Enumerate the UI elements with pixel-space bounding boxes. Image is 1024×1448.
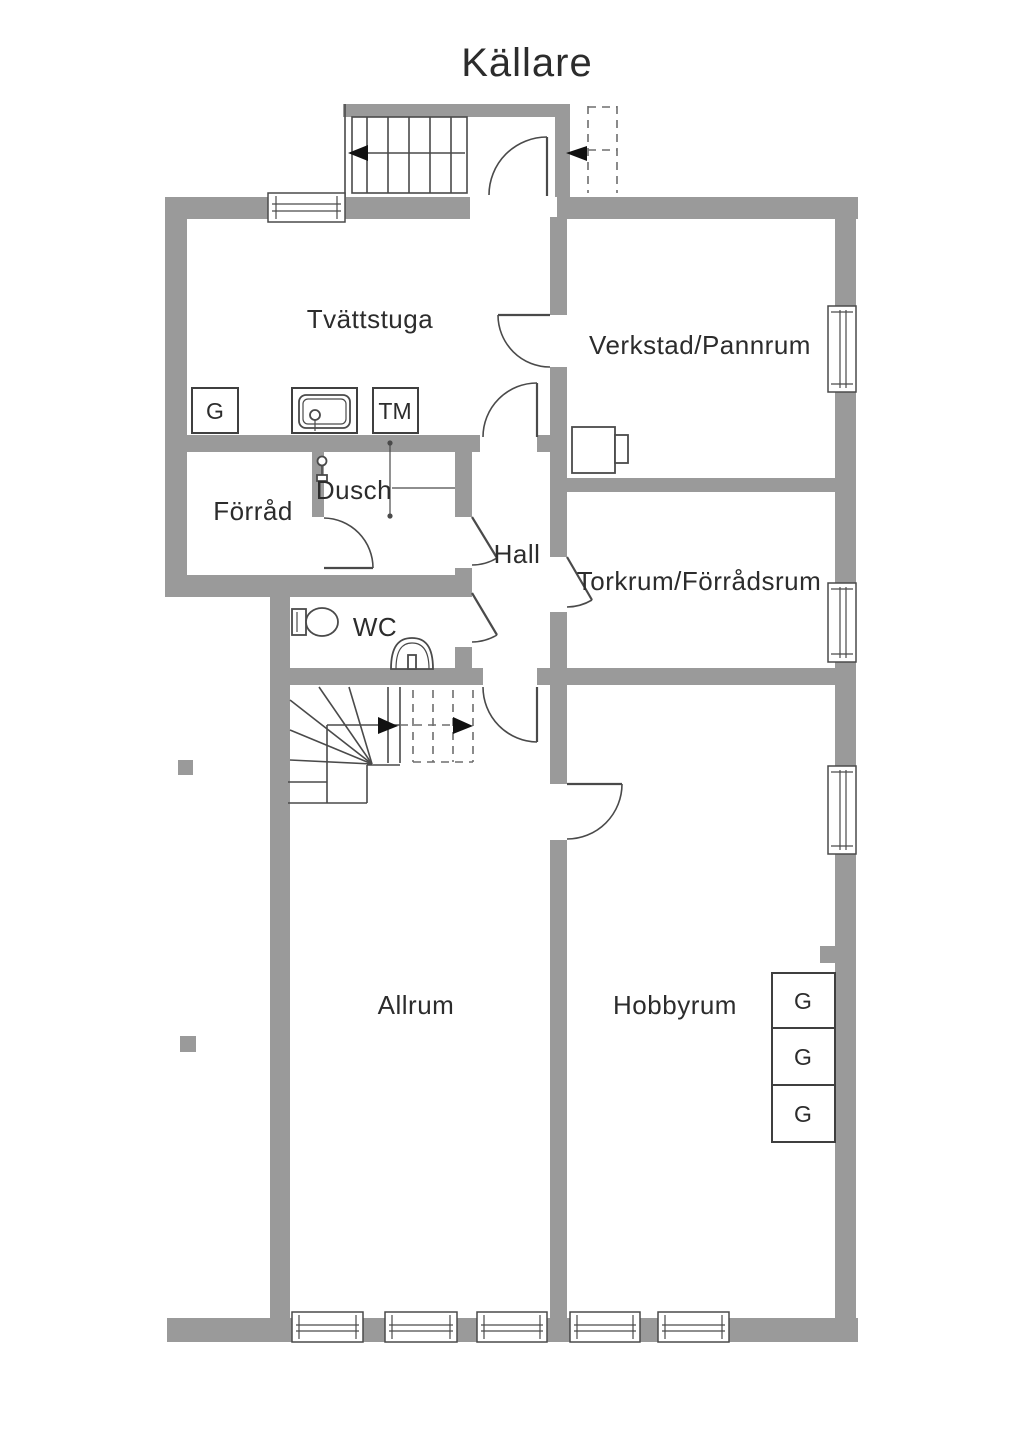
wall-segment: [550, 478, 838, 492]
wall-segment: [270, 668, 483, 685]
upper-stairs-dashed: [566, 106, 617, 193]
post: [178, 760, 193, 775]
wall-segment: [537, 668, 838, 685]
interior-walls: [165, 217, 838, 1342]
wall-segment: [550, 217, 567, 315]
room-label-dusch: Dusch: [315, 475, 393, 505]
wall-segment: [455, 442, 472, 517]
wall-segment: [167, 1318, 292, 1342]
window: [828, 766, 856, 854]
wall-segment: [363, 1318, 385, 1342]
room-label-hall: Hall: [493, 539, 541, 569]
wall-segment: [550, 367, 567, 557]
wardrobe-label: G: [206, 398, 224, 424]
hobby-cabinet: [772, 973, 835, 1028]
window: [477, 1312, 547, 1342]
wall-segment: [835, 853, 856, 1342]
entrance-vestibule: [343, 104, 617, 197]
entrance-stairs: [348, 117, 467, 193]
cabinet-label: G: [794, 1044, 812, 1070]
hobby-cabinet: [772, 1085, 835, 1142]
wall-segment: [270, 575, 290, 1342]
wardrobe-box: [192, 388, 238, 433]
hobby-cabinet: [772, 1028, 835, 1085]
room-label-wc: WC: [352, 612, 398, 642]
wall-segment: [550, 840, 567, 1342]
post: [180, 1036, 196, 1052]
washbasin-icon: [391, 638, 433, 669]
chimney-stub: [820, 946, 836, 963]
toilet-icon: [292, 608, 338, 636]
door-stair-hall: [483, 687, 537, 742]
room-label-tvattstuga: Tvättstuga: [306, 304, 434, 334]
entrance-door: [489, 137, 547, 196]
wall-segment: [555, 104, 570, 197]
door-forrad: [324, 518, 373, 568]
door-wc: [472, 593, 497, 642]
window: [385, 1312, 457, 1342]
wall-segment: [835, 390, 856, 585]
wall-segment: [455, 647, 472, 685]
cabinet-label: G: [794, 988, 812, 1014]
cabinet-label: G: [794, 1101, 812, 1127]
shower-glass-partition: [387, 440, 455, 518]
door-tvattstuga-verkstad: [498, 315, 550, 367]
main-stairs: [288, 687, 473, 803]
wall-segment: [165, 197, 187, 597]
stair-direction-arrow: [453, 717, 473, 734]
page-title: Källare: [461, 41, 593, 85]
boiler-icon: [572, 427, 628, 473]
washing-machine-box: [373, 388, 418, 433]
window: [268, 193, 345, 222]
room-label-forrad: Förråd: [213, 496, 293, 526]
window: [292, 1312, 363, 1342]
door-hobbyrum: [567, 784, 622, 839]
window: [570, 1312, 640, 1342]
window: [828, 583, 856, 662]
washing-machine-label: TM: [378, 398, 412, 424]
wall-segment: [835, 197, 856, 308]
wall-segment: [640, 1318, 658, 1342]
outer-walls: [165, 197, 858, 1342]
wall-segment: [455, 568, 472, 593]
window: [828, 306, 856, 392]
wall-segment: [835, 660, 856, 767]
room-label-hobbyrum: Hobbyrum: [613, 990, 737, 1020]
wall-segment: [345, 197, 470, 219]
door-tvattstuga-hall: [483, 383, 537, 437]
window: [658, 1312, 729, 1342]
wall-segment: [343, 104, 570, 117]
room-label-verkstad: Verkstad/Pannrum: [589, 330, 811, 360]
room-label-allrum: Allrum: [377, 990, 455, 1020]
stair-direction-arrow: [348, 145, 368, 161]
wall-segment: [270, 575, 472, 597]
wall-segment: [457, 1318, 477, 1342]
laundry-sink-icon: [292, 388, 357, 433]
wall-segment: [557, 197, 858, 219]
wall-segment: [550, 612, 567, 784]
room-label-torkrum: Torkrum/Förrådsrum: [576, 566, 822, 596]
